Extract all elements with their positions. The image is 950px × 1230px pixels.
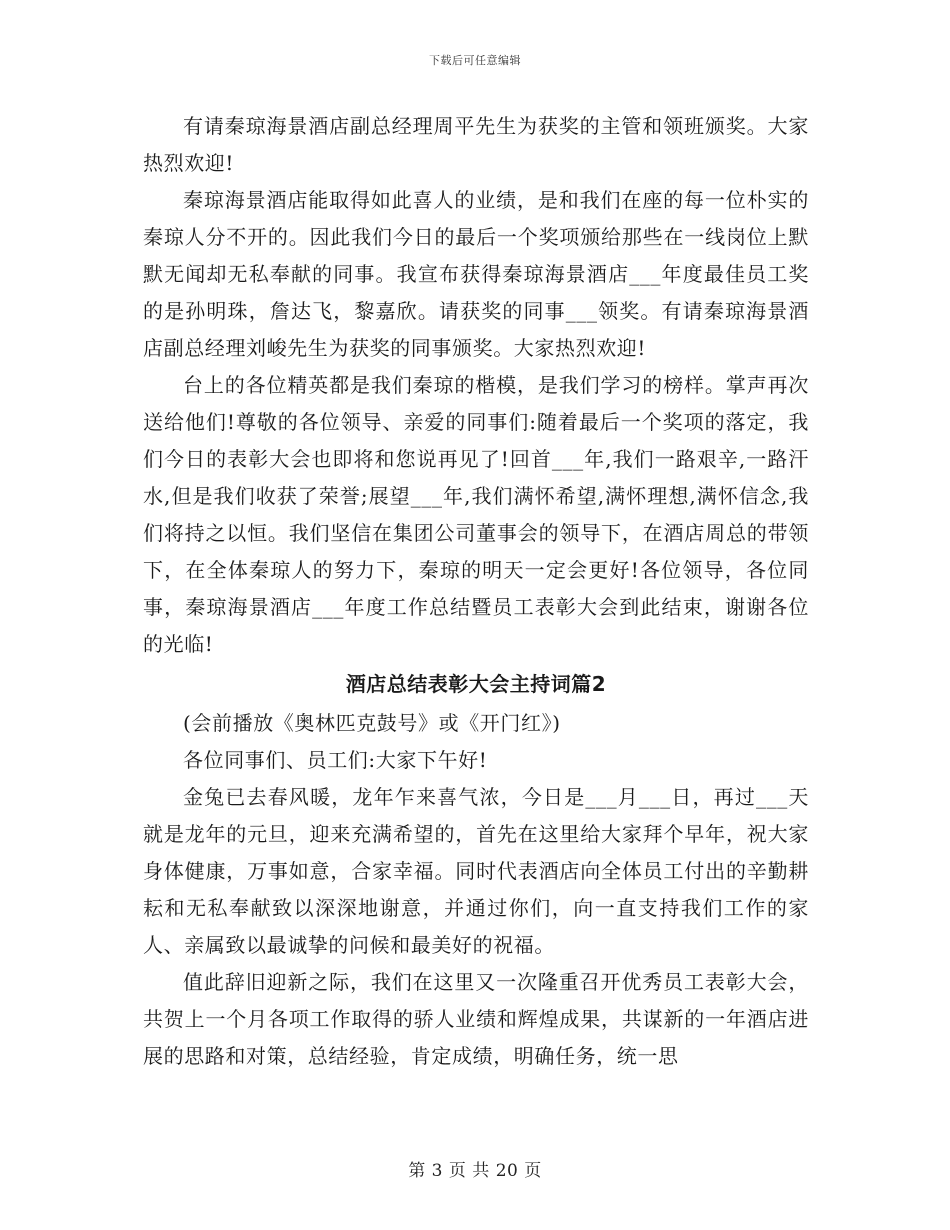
page-number: 第 3 页 共 20 页 [408,1161,542,1181]
document-body [143,108,809,1075]
page-header: 下载后可任意编辑 [429,54,521,67]
paragraph: 值此辞旧迎新之际，我们在这里又一次隆重召开优秀员工表彰大会，共贺上一个月各项工作取得的骄人业绩和辉煌成果，共谋新的一年酒店进展的思路和对策，总结经验，肯定成绩，明确任务，统一思 [143,970,809,1068]
paragraph: 秦琼海景酒店能取得如此喜人的业绩，是和我们在座的每一位朴实的秦琼人分不开的。因此我们今日的最后一个奖项颁给那些在一线岗位上默默无闻却无私奉献的同事。我宣布获得秦琼海景酒店___年度最佳员工奖的是孙明珠，詹达飞，黎嘉欣。请获奖的同事___领奖。有请秦琼海景酒店副总经理刘峻先生为获奖的同事颁奖。大家热烈欢迎! [143,188,809,360]
paragraph: 金兔已去春风暖，龙年乍来喜气浓，今日是___月___日，再过___天就是龙年的元旦，迎来充满希望的，首先在这里给大家拜个早年，祝大家身体健康，万事如意，合家幸福。同时代表酒店向全体员工付出的辛勤耕耘和无私奉献致以深深地谢意，并通过你们，向一直支持我们工作的家人、亲属致以最诚挚的问候和最美好的祝福。 [143,785,809,957]
paragraph: 台上的各位精英都是我们秦琼的楷模，是我们学习的榜样。掌声再次送给他们!尊敬的各位领导、亲爱的同事们:随着最后一个奖项的落定，我们今日的表彰大会也即将和您说再见了!回首___年,我们一路艰辛,一路汗水,但是我们收获了荣誉;展望___年,我们满怀希望,满怀理想,满怀信念,我们将持之以恒。我们坚信在集团公司董事会的领导下，在酒店周总的带领下，在全体秦琼人的努力下，秦琼的明天一定会更好!各位领导，各位同事，秦琼海景酒店___年度工作总结暨员工表彰大会到此结束，谢谢各位的光临! [143,373,809,656]
paragraph: (会前播放《奥林匹克鼓号》或《开门红》) [183,711,561,735]
paragraph: 各位同事们、员工们:大家下午好! [183,748,488,772]
paragraph: 有请秦琼海景酒店副总经理周平先生为获奖的主管和领班颁奖。大家热烈欢迎! [143,114,809,175]
section-heading: 酒店总结表彰大会主持词篇2 [345,672,607,696]
